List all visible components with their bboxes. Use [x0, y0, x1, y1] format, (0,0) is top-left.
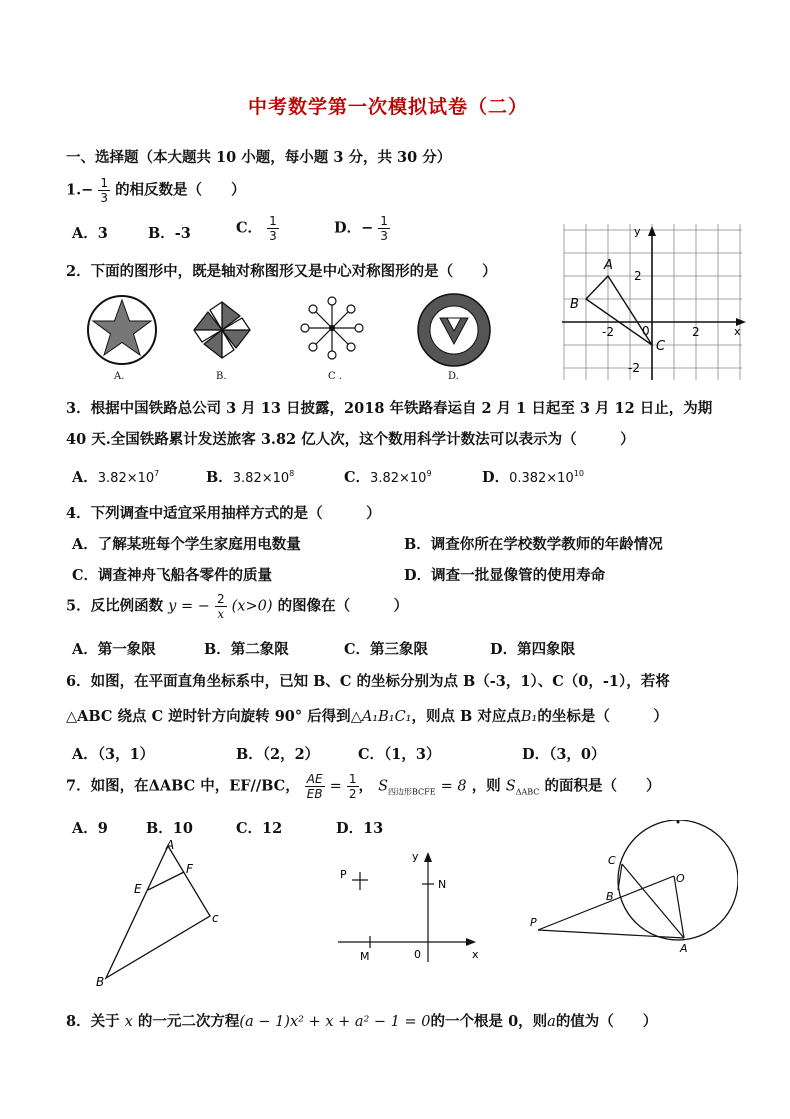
point-c-label: C	[656, 339, 666, 354]
q7-option-b: B．10	[146, 820, 193, 837]
point-b-label: B	[570, 297, 579, 312]
q3-option-c	[344, 466, 432, 487]
section-heading: 一、选择题（本大题共 10 小题，每小题 3 分，共 30 分）	[66, 149, 452, 166]
q3-b-label: B．	[206, 469, 233, 486]
q5-post: 的图像在（ ）	[277, 597, 409, 615]
q6-triangle: △A₁B₁C₁	[350, 709, 412, 725]
question-2: 2．下面的图形中，既是轴对称图形又是中心对称图形的是（ ）	[66, 263, 497, 280]
circle-tangent-figure	[528, 820, 738, 960]
point-a-label: A	[604, 258, 613, 273]
top-point-dot	[677, 821, 680, 824]
q3-a-label: A．	[72, 469, 98, 486]
q7-s-abc-sub: ΔABC	[515, 787, 540, 797]
page-title: 中考数学第一次模拟试卷（二）	[248, 96, 529, 118]
q7-option-d: D．13	[336, 820, 384, 837]
q6-option-b: B．（2，2）	[236, 746, 320, 763]
q1-c-den: 3	[269, 229, 277, 243]
segment-ef	[148, 872, 184, 890]
q7-ratio-fraction	[305, 772, 325, 801]
triangle-abc-shape	[106, 846, 210, 978]
triforce-circle-figure	[416, 292, 492, 368]
secant-pco	[538, 876, 674, 930]
q2-caption-a: A.	[114, 371, 125, 382]
q3-d-exp: 10	[573, 469, 584, 479]
q7-half-fraction	[347, 772, 359, 801]
q5-fraction	[215, 592, 227, 621]
q1-option-c	[236, 214, 279, 243]
q1-c-num: 1	[269, 214, 277, 228]
q3-option-b	[206, 466, 294, 487]
question-8	[66, 1010, 657, 1031]
q4-option-b: B．调查你所在学校数学教师的年龄情况	[404, 536, 663, 553]
q3-c-value: 3.82×10	[370, 471, 427, 486]
q1-number: 1.	[66, 181, 82, 199]
label-x: x	[472, 948, 479, 961]
q3-option-a	[72, 466, 159, 487]
q3-d-label: D．	[482, 469, 510, 486]
q1-d-den: 3	[380, 229, 388, 243]
q6-b1: B₁	[520, 709, 538, 725]
label-e: E	[134, 882, 142, 896]
y-axis-arrow-head	[424, 852, 432, 862]
q7-frac-num: AE	[306, 772, 323, 786]
q1-option-c-label: C．	[236, 219, 263, 237]
tick-y-neg2: -2	[628, 361, 640, 375]
label-y: y	[412, 850, 419, 863]
q1-option-d-label: D．	[334, 219, 362, 237]
q8-equation: (a − 1)x² + x + a² − 1 = 0	[239, 1014, 431, 1030]
label-m: M	[360, 950, 370, 963]
label-p: P	[340, 868, 347, 881]
q1-frac-num: 1	[100, 176, 108, 190]
q1-fraction	[98, 176, 110, 205]
label-a: A	[166, 838, 175, 852]
q7-pre: 7．如图，在ΔABC 中，EF//BC，	[66, 777, 300, 795]
q7-s-quad-sub: 四边形BCFE	[388, 787, 436, 797]
radial-spokes-figure	[300, 296, 364, 360]
label-n: N	[438, 878, 447, 891]
label-a-circle: A	[680, 942, 688, 955]
q3-b-exp: 8	[289, 469, 295, 479]
q7-option-c: C．12	[236, 820, 283, 837]
q7-s-abc: S	[505, 778, 516, 795]
q7-option-a: A．9	[72, 820, 108, 837]
label-f: F	[186, 862, 193, 876]
q7-post: 的面积是（ ）	[544, 777, 661, 795]
y-label: y	[634, 225, 641, 238]
q3-d-value: 0.382×10	[509, 471, 574, 486]
q6-option-c: C．（1，3）	[358, 746, 441, 763]
q5-option-c: C．第三象限	[344, 641, 429, 658]
question-5	[66, 592, 408, 621]
q1-option-d-frac	[378, 214, 390, 243]
q3-c-label: C．	[344, 469, 371, 486]
q8-a: a	[547, 1014, 556, 1030]
q8-pre: 8．关于	[66, 1013, 120, 1030]
label-origin: 0	[414, 948, 421, 961]
label-b: B	[96, 975, 105, 989]
q4-option-a: A．了解某班每个学生家庭用电数量	[72, 536, 301, 553]
q6-post: 的坐标是（ ）	[537, 708, 668, 725]
q2-caption-b: B.	[216, 371, 227, 382]
question-3-line1: 3．根据中国铁路总公司 3 月 13 日披露，2018 年铁路春运自 2 月 1 日起至 3 月 12 日止，为期	[66, 400, 713, 417]
q5-option-a: A．第一象限	[72, 641, 156, 658]
q6-option-a: A．（3，1）	[72, 746, 155, 763]
pinwheel-figure	[188, 296, 256, 364]
star-in-circle-figure	[86, 294, 158, 366]
q8-x: x	[124, 1014, 133, 1030]
q1-d-num: 1	[380, 214, 388, 228]
segment-ca	[622, 864, 684, 938]
q7-half-den: 2	[348, 787, 357, 801]
q5-condition: (x>0)	[231, 598, 273, 615]
coordinate-triangle-figure	[560, 222, 750, 382]
tick-x-2: 2	[692, 325, 700, 339]
question-1	[66, 176, 246, 205]
q3-option-d	[482, 466, 584, 487]
q8-mid1: 的一元二次方程	[137, 1013, 240, 1030]
q3-b-value: 3.82×10	[232, 471, 290, 486]
q2-caption-c: C .	[328, 371, 343, 382]
x-label: x	[734, 325, 741, 338]
label-b-circle: B	[606, 890, 614, 903]
label-p-circle: P	[530, 916, 537, 929]
question-4: 4．下列调查中适宜采用抽样方式的是（ ）	[66, 505, 381, 522]
question-6-line2	[66, 705, 668, 726]
q3-a-exp: 7	[154, 469, 160, 479]
q1-option-b: B．-3	[148, 225, 191, 242]
q7-mid: ，则	[471, 777, 501, 795]
q4-option-c: C．调查神舟飞船各零件的质量	[72, 567, 273, 584]
q7-frac-den: EB	[306, 787, 323, 801]
q5-frac-den: x	[217, 607, 225, 621]
q1-option-c-frac	[267, 214, 279, 243]
q8-post: 的值为（ ）	[555, 1013, 658, 1030]
q7-half-num: 1	[348, 772, 357, 786]
question-6-line1: 6．如图，在平面直角坐标系中，已知 B、C 的坐标分别为点 B（-3，1）、C（0，-1），若将	[66, 673, 670, 690]
q8-mid2: 的一个根是 0，则	[430, 1013, 548, 1030]
q1-option-d	[334, 214, 390, 243]
q3-a-value: 3.82×10	[97, 471, 155, 486]
label-c-circle: C	[608, 854, 616, 867]
q7-s-quad: S	[378, 778, 389, 795]
q6-mid: ，则点 B 对应点	[411, 708, 521, 725]
q1-option-a: A．3	[72, 225, 108, 242]
q1-text: 的相反数是（ ）	[115, 181, 246, 199]
q1-d-neg: −	[361, 219, 374, 237]
q6-option-d: D．（3，0）	[522, 746, 606, 763]
q7-eq: =	[329, 778, 342, 795]
q4-option-d: D．调查一批显像管的使用寿命	[404, 567, 606, 584]
label-o-circle: O	[676, 872, 685, 885]
y-axis-arrow	[648, 226, 656, 236]
q6-pre: △ABC 绕点 C 逆时针方向旋转 90° 后得到	[66, 708, 351, 725]
label-c: c	[212, 911, 219, 925]
q5-frac-num: 2	[216, 592, 225, 606]
q1-neg: −	[81, 181, 94, 199]
q5-option-b: B．第二象限	[204, 641, 289, 658]
tick-y-2: 2	[634, 269, 642, 283]
q7-s-quad-val: = 8	[440, 778, 467, 795]
axes-pmn-figure	[334, 846, 484, 966]
tick-origin: 0	[642, 324, 650, 338]
triangle-ef-bc-figure	[88, 836, 228, 990]
q1-frac-den: 3	[100, 191, 108, 205]
question-3-line2: 40 天.全国铁路累计发送旅客 3.82 亿人次，这个数用科学计数法可以表示为（ ）	[66, 431, 635, 448]
x-axis-arrow-head	[466, 938, 476, 946]
tick-x-neg2: -2	[602, 325, 614, 339]
segment-pa	[538, 930, 684, 938]
q5-pre: 5．反比例函数	[66, 597, 164, 615]
question-7: 7．如图，在ΔABC 中，EF//BC， $\frac{AE}{EB}$ = $\frac{1}{2}$ ， $S_{四边形BCFE} = 8$ ，则 $S_{\Delta ABC}$ 的面积是（ ）	[66, 772, 661, 801]
q2-caption-d: D.	[448, 371, 459, 382]
q3-c-exp: 9	[426, 469, 432, 479]
q5-option-d: D．第四象限	[490, 641, 576, 658]
q5-y-eq: y = −	[168, 598, 210, 615]
